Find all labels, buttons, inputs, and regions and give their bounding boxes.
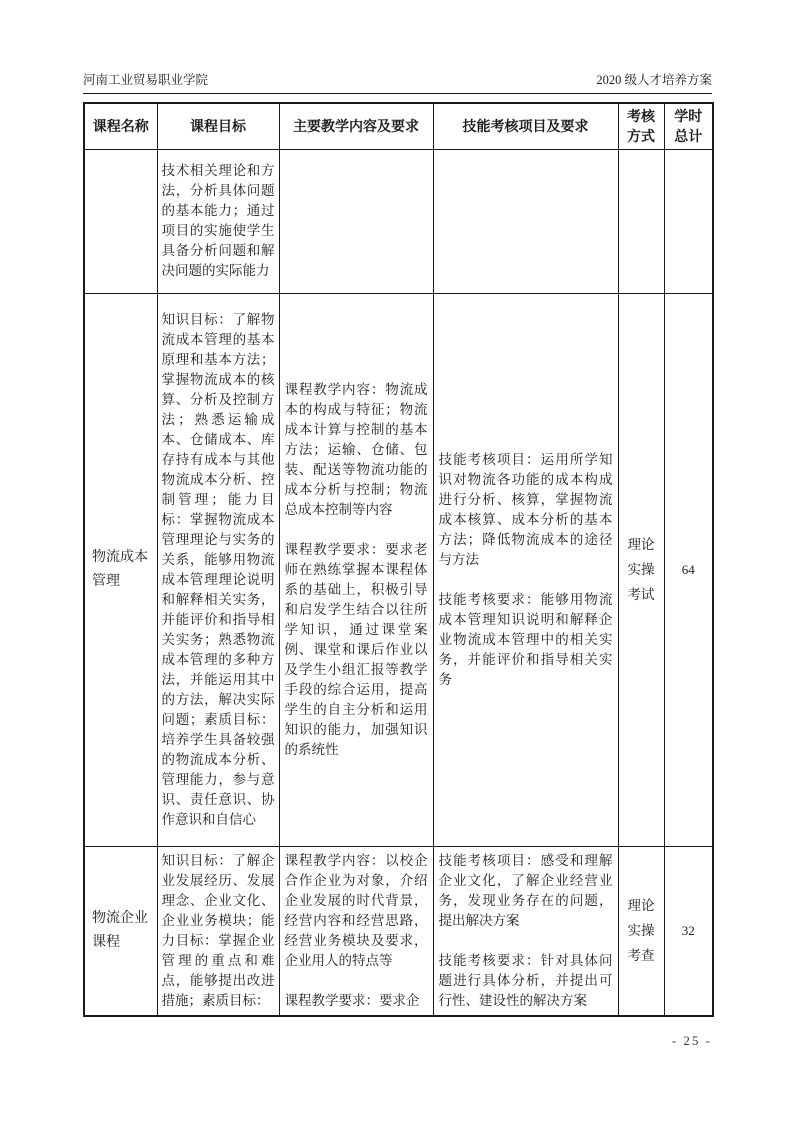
header-course-name: 课程名称 [84, 103, 157, 149]
course-name-cell: 物流企业课程 [84, 846, 157, 1016]
skill-requirement: 技能考核要求：能够用物流成本管理知识说明和解释企业物流成本管理中的相关实务，并能评价和指导相关实务 [438, 591, 613, 687]
hours-cell: 32 [664, 846, 713, 1016]
header-program-title: 2020 级人才培养方案 [596, 73, 712, 87]
method-cell: 理论实操考试 [618, 293, 664, 846]
content-cell [279, 846, 433, 1016]
objective-text: 知识目标：了解企业发展经历、发展理念、企业文化、企业业务模块；能力目标：掌握企业管理的重点和难点，能够提出改进措施；素质目标： [161, 852, 275, 1008]
table-row [84, 293, 713, 846]
hours-cell [664, 149, 713, 293]
table-header-row [84, 103, 713, 149]
method-cell: 理论实操考查 [618, 846, 664, 1016]
header-school-name: 河南工业贸易职业学院 [83, 73, 209, 87]
objective-text: 知识目标：了解物流成本管理的基本原理和基本方法；掌握物流成本的核算、分析及控制方法；熟悉运输成本、仓储成本、库存持有成本与其他物流成本分析、控制管理；能力目标：掌握物流成本管理理论与实务的关系，能够用物流成本管理理论说明和解释相关实务，并能评价和指导相关实务；熟悉物流成本管理的多种方法，并能运用其中的方法，解决实际问题；素质目标：培养学生具备较强的物流成本分析、管理能力，参与意识、责任意识、协作意识和自信心 [161, 311, 275, 827]
assessment-cell [433, 846, 618, 1016]
objective-text: 技术相关理论和方法，分析具体问题的基本能力；通过项目的实施使学生具备分析问题和解决问题的实际能力 [161, 163, 275, 278]
teaching-content: 课程教学内容：物流成本的构成与特征；物流成本计算与控制的基本方法；运输、仓储、包装、配送等物流功能的成本分析与控制；物流总成本控制等内容 [284, 381, 428, 517]
table-row [84, 149, 713, 293]
assessment-cell [433, 293, 618, 846]
assessment-cell [433, 149, 618, 293]
teaching-content: 课程教学内容：以校企合作企业为对象，介绍企业发展的时代背景，经营内容和经营思路，经营业务模块及要求，企业用人的特点等 [284, 852, 428, 968]
hours-cell: 64 [664, 293, 713, 846]
objectives-cell [157, 846, 279, 1016]
skill-item: 技能考核项目：运用所学知识对物流各功能的成本构成进行分析、核算，掌握物流成本核算、成本分析的基本方法；降低物流成本的途径与方法 [438, 451, 613, 567]
content-cell [279, 149, 433, 293]
page-header [83, 70, 712, 94]
course-name-cell: 物流成本管理 [84, 293, 157, 846]
header-course-objectives: 课程目标 [157, 103, 279, 149]
header-total-hours: 学时总计 [664, 103, 713, 149]
curriculum-table [83, 102, 714, 1017]
method-cell [618, 149, 664, 293]
teaching-requirement: 课程教学要求：要求企 [284, 992, 420, 1008]
skill-item: 技能考核项目：感受和理解企业文化，了解企业经营业务，发现业务存在的问题，提出解决方案 [438, 852, 613, 928]
header-teaching-content: 主要教学内容及要求 [279, 103, 433, 149]
skill-requirement: 技能考核要求：针对具体问题进行具体分析，并提出可行性、建设性的解决方案 [438, 952, 613, 1008]
page-number: - 25 - [671, 1033, 712, 1048]
objectives-cell [157, 293, 279, 846]
table-row [84, 846, 713, 1016]
objectives-cell [157, 149, 279, 293]
teaching-requirement: 课程教学要求：要求老师在熟练掌握本课程体系的基础上，积极引导和启发学生结合以往所学知识，通过课堂案例、课堂和课后作业以及学生小组汇报等教学手段的综合运用，提高学生的自主分析和运用知识的能力，加强知识的系统性 [284, 541, 428, 757]
header-assessment-method: 考核方式 [618, 103, 664, 149]
header-skill-assessment: 技能考核项目及要求 [433, 103, 618, 149]
course-name-cell [84, 149, 157, 293]
content-cell [279, 293, 433, 846]
